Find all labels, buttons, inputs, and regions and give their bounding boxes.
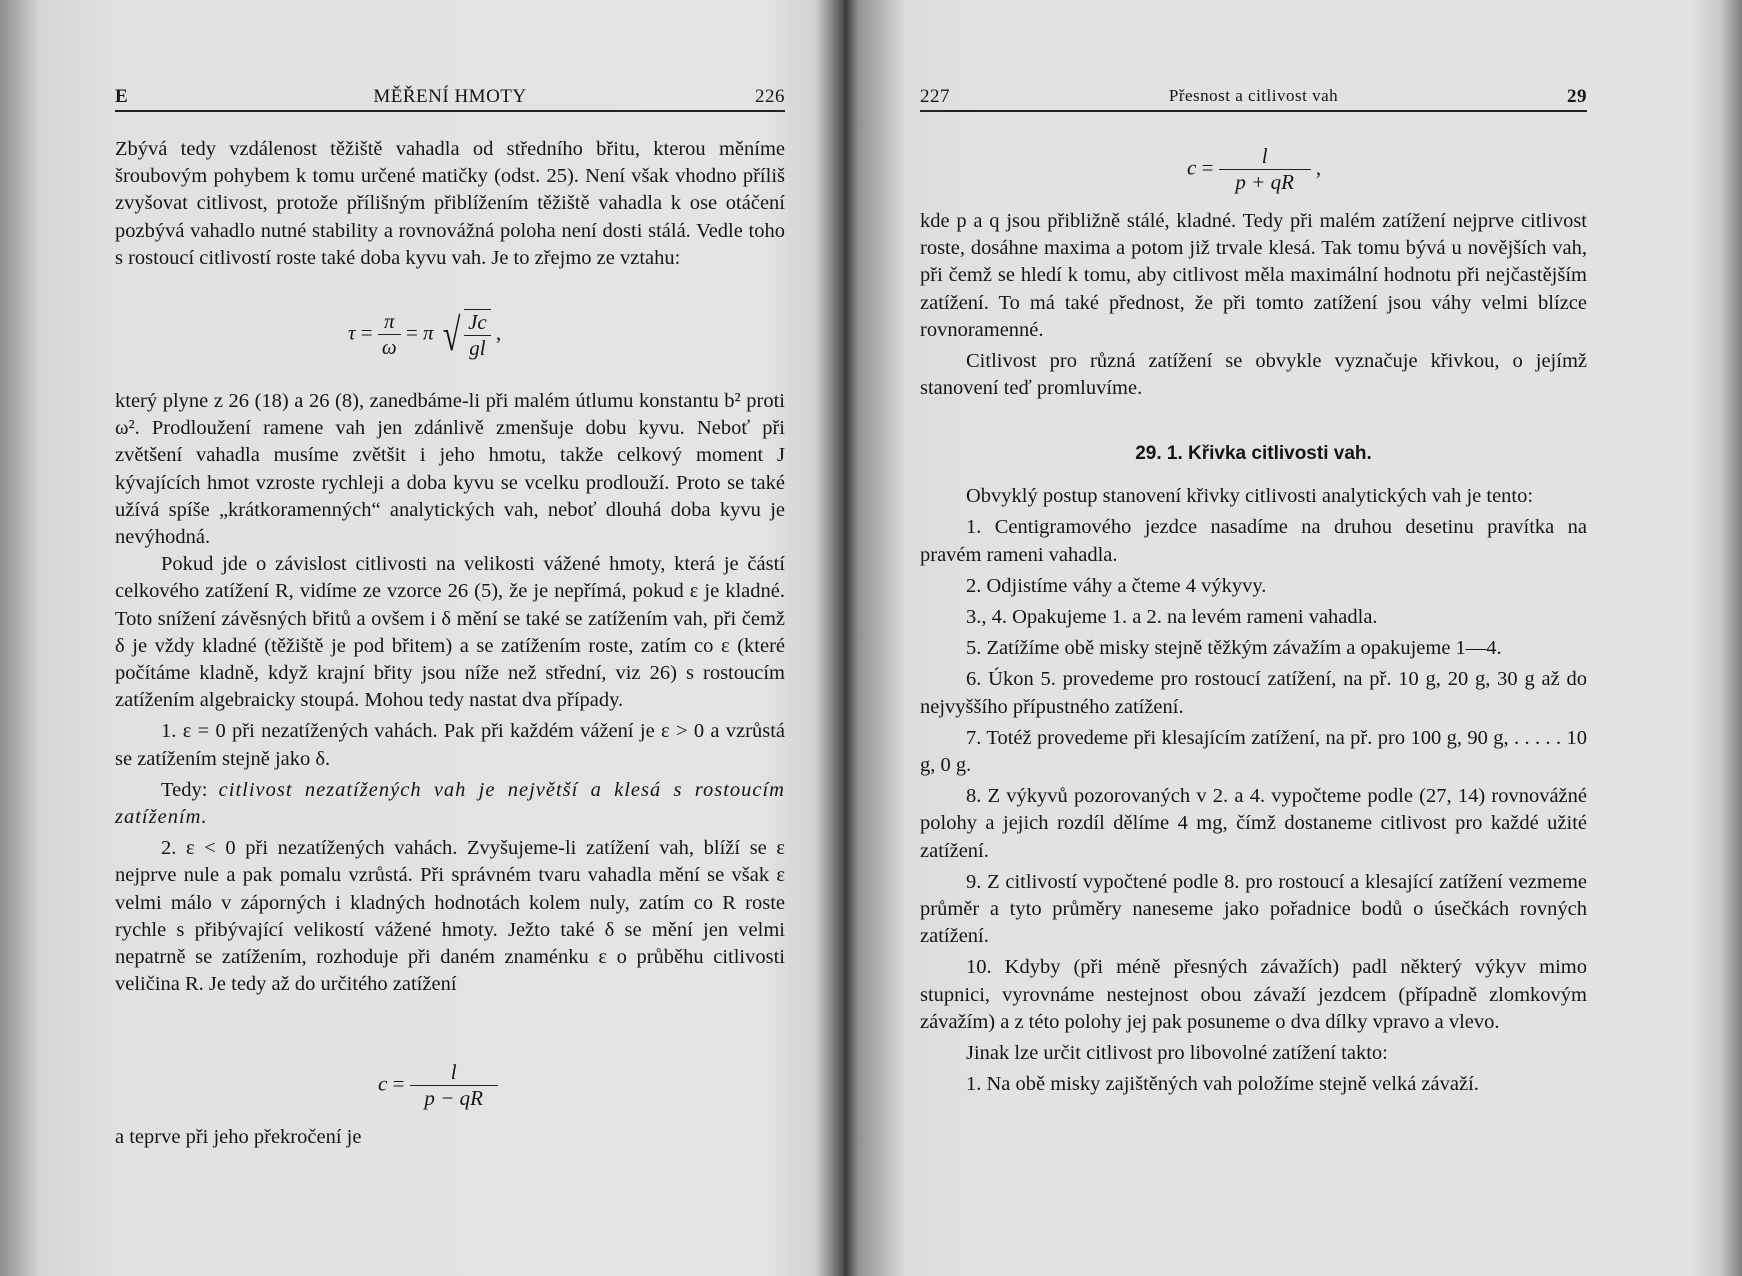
left-text-block-1 [115, 136, 785, 272]
running-title: MĚŘENÍ HMOTY [373, 86, 527, 107]
right-page-header [920, 86, 1587, 112]
formula-tau: τ = $\frac{\pi}{\omega}$ = π √ $\frac{Jc}{gl}$ , [348, 309, 502, 360]
running-title: Přesnost a citlivost vah [1168, 86, 1339, 105]
list-item: 2. Odjistíme váhy a čteme 4 výkyvy. [966, 574, 1267, 597]
left-page-header [115, 86, 785, 112]
list-item: 7. Totéž provedeme při klesajícím zatížení, na př. pro 100 g, 90 g, . . . . . 10 g, 0 g. [920, 726, 1587, 777]
list-item: 5. Zatížíme obě misky stejně těžkým závažím a opakujeme 1—4. [966, 637, 1502, 660]
paragraph: 1. ε = 0 při nezatížených vahách. Pak při každém vážení je ε > 0 a vzrůstá se zatížením stejně jako δ. [115, 720, 785, 770]
right-text-block-1 [920, 208, 1587, 402]
list-item: 10. Kdyby (při méně přesných závažích) padl některý výkyv mimo stupnici, vyrovnáme nestejnost obou závaží jezdcem (případně zlomkovým závažím) a z této polohy jej pak posuneme o dva dílky vpravo a vlevo. [920, 956, 1587, 1033]
paragraph: a teprve při jeho překročení je [115, 1126, 362, 1148]
paragraph: Jinak lze určit citlivost pro libovolné zatížení takto: [966, 1042, 1388, 1065]
list-item: 8. Z výkyvů pozorovaných v 2. a 4. vypočteme podle (27, 14) rovnovážné polohy a jejich rozdíl dělíme 4 mg, čímž dostaneme citlivost pro každé užité zatížení. [920, 785, 1587, 862]
section-letter: E [115, 86, 129, 107]
list-item: 3., 4. Opakujeme 1. a 2. na levém rameni vahadla. [966, 606, 1378, 629]
paragraph: Citlivost pro různá zatížení se obvykle vyznačuje křivkou, o jejímž stanovení teď promluvíme. [920, 350, 1587, 400]
left-page [0, 0, 840, 1276]
list-item: 1. Centigramového jezdce nasadíme na druhou desetinu pravítka na pravém rameni vahadla. [920, 516, 1587, 566]
right-text-block-2 [920, 440, 1587, 1098]
paragraph: Obvyklý postup stanovení křivky citlivosti analytických vah je tento: [966, 485, 1534, 508]
radical-icon: √ [442, 309, 461, 360]
formula-c-plus: c = $\frac{l}{p + qR}$ , [1187, 144, 1322, 194]
formula-c-minus: c = $\frac{l}{p - qR}$ [378, 1060, 498, 1111]
fraction-pi-omega: $\frac{\pi}{\omega}$ [378, 309, 401, 360]
page-number: 226 [755, 86, 785, 107]
paragraph: 2. ε < 0 při nezatížených vahách. Zvyšujeme-li zatížení vah, blíží se ε nejprve nule a pak pomalu vzrůstá. Při správném tvaru vahadla mění se však ε velmi málo v záporných i kladných hodnotách kolem nuly, zatím co R roste rychle s přibývající velikostí vážené hmoty. Ježto také δ se mění jen velmi nepatrně se zatížením, rozhoduje při daném znaménku ε o průběhu citlivosti veličina R. Je tedy až do určitého zatížení [115, 837, 785, 996]
header-rule [920, 110, 1587, 112]
square-root: √ $\frac{Jc}{gl}$ [439, 308, 491, 361]
paragraph: který plyne z 26 (18) a 26 (8), zanedbáme-li při malém útlumu konstantu b² proti ω². Prodloužení ramene vah jen zdánlivě zmenšuje dobu kyvu. Neboť při zvětšení vahadla musíme zvětšit i jeho hmotu, takže celkový moment J kývajících hmot vzroste rychleji a doba kyvu se vcelku prodlouží. Proto se také užívá spíše „krátkoramenných“ analytických vah, neboť dlouhá doba kyvu je nevýhodná. [115, 390, 785, 549]
right-page [852, 0, 1742, 1276]
section-number: 29 [1567, 86, 1587, 107]
page-number: 227 [920, 86, 950, 107]
left-text-block-3 [115, 1124, 785, 1151]
list-item: 6. Úkon 5. provedeme pro rostoucí zatížení, na př. 10 g, 20 g, 30 g až do nejvyššího přípustného zatížení. [920, 668, 1587, 718]
paragraph: Zbývá tedy vzdálenost těžiště vahadla od středního břitu, kterou měníme šroubovým pohybem k tomu určené matičky (odst. 25). Není však vhodno příliš zvyšovat citlivost, protože přílišným přiblížením těžiště vahadla k ose otáčení pozbývá vahadlo nutné stability a rovnovážná poloha není dosti stálá. Vedle toho s rostoucí citlivostí roste také doba kyvu vah. Je to zřejmo ze vztahu: [115, 138, 785, 269]
list-item: 1. Na obě misky zajištěných vah položíme stejně velká závaží. [966, 1073, 1479, 1096]
paragraph: Pokud jde o závislost citlivosti na velikosti vážené hmoty, která je částí celkového zatížení R, vidíme ze vzorce 26 (5), že je nepřímá, pokud ε je kladné. Toto snížení závěsných břitů a ovšem i δ mění se také se zatížením vah, při čemž δ je vždy kladné (těžiště je pod břitem) a se zatížením roste, zatím co ε (které počítáme kladně, když krajní břity jsou níže než střední, viz 26) s rostoucím zatížením algebraicky stoupá. Mohou tedy nastat dva případy. [115, 553, 785, 712]
list-item: 9. Z citlivostí vypočtené podle 8. pro rostoucí a klesající zatížení vezmeme průměr a tyto průměry naneseme jako pořadnice bodů o úsečkách rovných zatížení. [920, 870, 1587, 948]
header-rule [115, 110, 785, 112]
section-heading: 29. 1. Křivka citlivosti vah. [1135, 443, 1372, 464]
paragraph-tedy: Tedy: citlivost nezatížených vah je největší a klesá s rostoucím zatížením. [115, 778, 785, 829]
paragraph: kde p a q jsou přibližně stálé, kladné. Tedy při malém zatížení nejprve citlivost roste, dosáhne maxima a potom již trvale klesá. Tak tomu bývá u novějších vah, při čemž se hledí k tomu, aby citlivost měla maximální hodnotu při nejčastějším zatížení. To má také přednost, že při tomto zatížení jsou váhy velmi blízce rovnoramenné. [920, 210, 1587, 341]
left-text-block-2 [115, 388, 785, 998]
